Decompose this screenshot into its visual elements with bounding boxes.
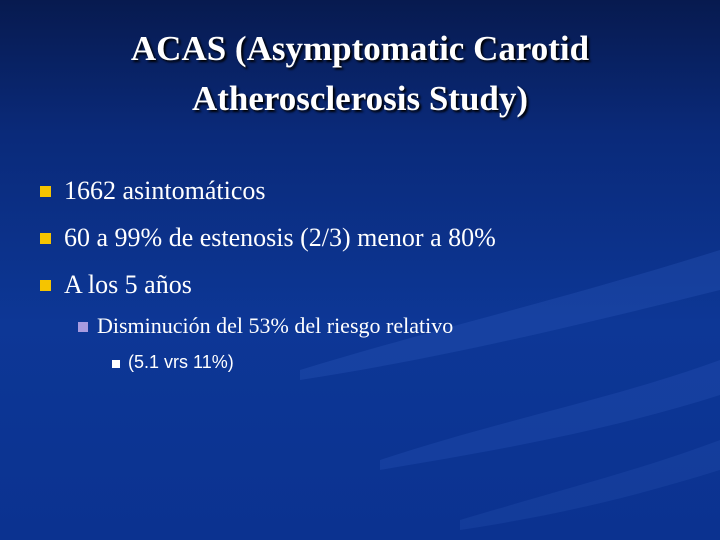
- slide-title-line2: Atherosclerosis Study): [191, 79, 529, 118]
- bullet-item: 60 a 99% de estenosis (2/3) menor a 80%: [64, 223, 496, 252]
- bullet-square-icon: [40, 233, 51, 244]
- bullet-item: 1662 asintomáticos: [64, 176, 266, 205]
- sub-bullet-square-icon: [78, 322, 88, 332]
- slide-title: [40, 24, 680, 124]
- bullet-square-icon: [40, 280, 51, 291]
- sub-sub-bullet-square-icon: [112, 360, 120, 368]
- bullet-square-icon: [40, 186, 51, 197]
- slide-title-line1: ACAS (Asymptomatic Carotid: [130, 29, 590, 68]
- bullet-item: A los 5 años: [64, 270, 192, 299]
- sub-sub-bullet-item: (5.1 vrs 11%): [128, 352, 234, 372]
- sub-bullet-item: Disminución del 53% del riesgo relativo: [97, 313, 454, 338]
